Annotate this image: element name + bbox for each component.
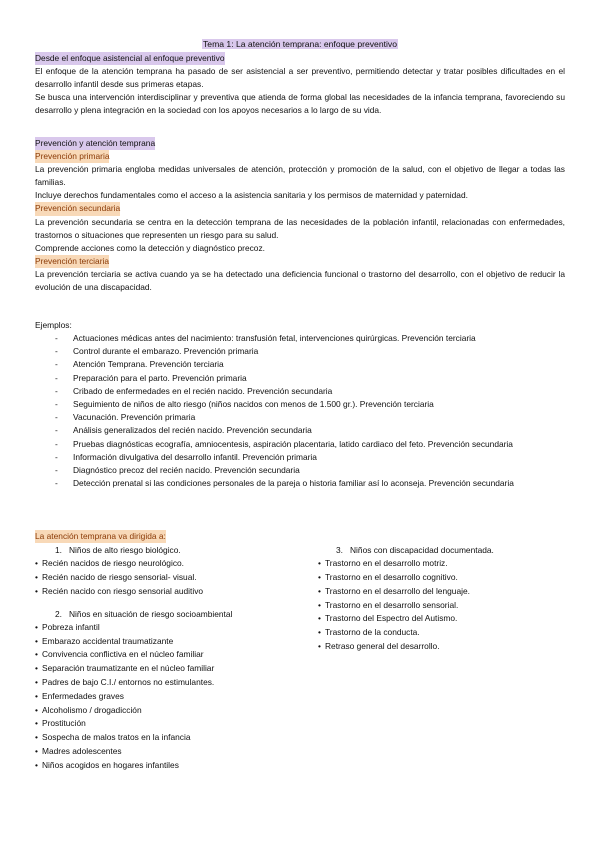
group-title-biologico: 1. Niños de alto riesgo biológico. xyxy=(55,545,181,555)
list-item: - Cribado de enfermedades en el recién nacido. Prevención secundaria xyxy=(35,385,565,398)
column-right xyxy=(318,544,568,654)
group-list-socioambiental xyxy=(35,621,305,773)
list-item: • Prostitución xyxy=(35,717,305,731)
list-item: • Embarazo accidental traumatizante xyxy=(35,635,305,649)
paragraph: La prevención primaria engloba medidas universales de atención, protección y promoción de la salud, con el objetivo de llegar a todas las familias. xyxy=(35,164,565,188)
subheading-terciaria: Prevención terciaria xyxy=(35,255,109,268)
list-item: - Pruebas diagnósticas ecografía, amniocentesis, aspiración placentaria, latido cardiaco del feto. Prevención secundaria xyxy=(35,438,565,451)
title-row xyxy=(0,38,600,51)
group-list-biologico xyxy=(35,557,305,598)
subheading-primaria: Prevención primaria xyxy=(35,150,109,163)
list-item: • Recién nacido con riesgo sensorial auditivo xyxy=(35,585,305,599)
list-item: - Control durante el embarazo. Prevención primaria xyxy=(35,345,565,358)
list-item: - Detección prenatal si las condiciones personales de la pareja o historia familiar así lo aconseja. Prevención secundaria xyxy=(35,477,565,490)
paragraph: El enfoque de la atención temprana ha pasado de ser asistencial a ser preventivo, permitiendo detectar y tratar posibles dificultades en el desarrollo infantil desde sus primeras etapas. xyxy=(35,66,565,90)
page-title: Tema 1: La atención temprana: enfoque preventivo xyxy=(203,39,397,49)
section-heading: La atención temprana va dirigida a: xyxy=(35,530,166,543)
section-prevencion xyxy=(35,137,565,294)
group-list-discapacidad xyxy=(318,557,568,654)
list-item: - Vacunación. Prevención primaria xyxy=(35,411,565,424)
list-item: - Preparación para el parto. Prevención primaria xyxy=(35,372,565,385)
group-title-discapacidad: 3. Niños con discapacidad documentada. xyxy=(336,545,494,555)
group-title-socioambiental: 2. Niños en situación de riesgo socioambiental xyxy=(55,608,233,619)
list-item: • Trastorno en el desarrollo sensorial. xyxy=(318,599,568,613)
examples-label: Ejemplos: xyxy=(35,320,72,330)
section-heading: Prevención y atención temprana xyxy=(35,137,155,150)
list-item: - Información divulgativa del desarrollo infantil. Prevención primaria xyxy=(35,451,565,464)
list-item: • Enfermedades graves xyxy=(35,690,305,704)
list-item: • Recién nacido de riesgo sensorial- visual. xyxy=(35,571,305,585)
examples-list xyxy=(35,332,565,490)
list-item: • Trastorno de la conducta. xyxy=(318,626,568,640)
list-item: - Diagnóstico precoz del recién nacido. Prevención secundaria xyxy=(35,464,565,477)
section-ejemplos xyxy=(35,319,565,490)
section-heading: Desde el enfoque asistencial al enfoque preventivo xyxy=(35,52,225,65)
list-item: • Pobreza infantil xyxy=(35,621,305,635)
list-item: • Trastorno del Espectro del Autismo. xyxy=(318,612,568,626)
paragraph: La prevención terciaria se activa cuando ya se ha detectado una deficiencia funcional o trastorno del desarrollo, con el objetivo de reducir la evolución de una discapacidad. xyxy=(35,268,565,293)
list-item: • Retraso general del desarrollo. xyxy=(318,640,568,654)
list-item: • Recién nacidos de riesgo neurológico. xyxy=(35,557,305,571)
section-enfoque xyxy=(35,52,565,117)
list-item: • Separación traumatizante en el núcleo familiar xyxy=(35,662,305,676)
paragraph: Incluye derechos fundamentales como el acceso a la asistencia sanitaria y los permisos de maternidad y paternidad. xyxy=(35,190,468,201)
list-item: • Alcoholismo / drogadicción xyxy=(35,704,305,718)
list-item: • Padres de bajo C.I./ entornos no estimulantes. xyxy=(35,676,305,690)
list-item: - Atención Temprana. Prevención terciaria xyxy=(35,358,565,371)
list-item: • Convivencia conflictiva en el núcleo familiar xyxy=(35,648,305,662)
list-item: • Trastorno en el desarrollo cognitivo. xyxy=(318,571,568,585)
list-item: • Madres adolescentes xyxy=(35,745,305,759)
list-item: - Seguimiento de niños de alto riesgo (niños nacidos con menos de 1.500 gr.). Prevención terciaria xyxy=(35,398,565,411)
list-item: - Análisis generalizados del recién nacido. Prevención secundaria xyxy=(35,424,565,437)
column-left xyxy=(35,544,305,773)
list-item: • Trastorno en el desarrollo del lenguaje. xyxy=(318,585,568,599)
paragraph: Comprende acciones como la detección y diagnóstico precoz. xyxy=(35,242,265,253)
subheading-secundaria: Prevención secundaria xyxy=(35,202,120,215)
paragraph: Se busca una intervención interdisciplinar y preventiva que atienda de forma global las necesidades de la infancia temprana, favoreciendo su desarrollo y plena integración en la sociedad con los apoyos necesarios a lo largo de su vida. xyxy=(35,92,565,116)
list-item: • Niños acogidos en hogares infantiles xyxy=(35,759,305,773)
paragraph: La prevención secundaria se centra en la detección temprana de las necesidades de la población infantil, relacionadas con enfermedades, trastornos o situaciones que representen un riesgo para su salud. xyxy=(35,216,565,240)
list-item: • Sospecha de malos tratos en la infancia xyxy=(35,731,305,745)
section-dirigida xyxy=(35,530,565,543)
list-item: - Actuaciones médicas antes del nacimiento: transfusión fetal, intervenciones quirúrgicas. Prevención terciaria xyxy=(35,332,565,345)
list-item: • Trastorno en el desarrollo motriz. xyxy=(318,557,568,571)
